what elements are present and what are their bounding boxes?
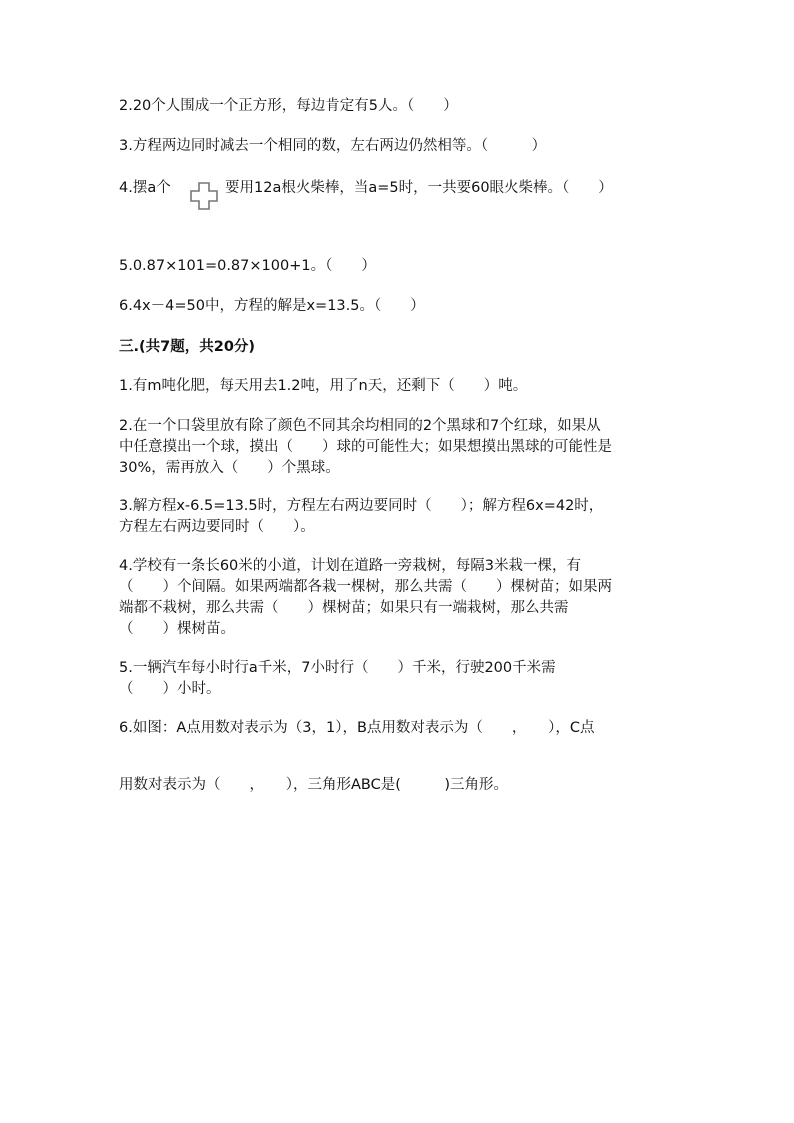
- judgment-item-4-part1: 4.摆a个: [119, 180, 171, 196]
- fill-item-3-line-2: 方程左右两边要同时（ ）。: [119, 519, 315, 535]
- judgment-item-6: 6.4x－4=50中，方程的解是x=13.5。（ ）: [119, 298, 425, 314]
- fill-item-4-line-1: 4.学校有一条长60米的小道，计划在道路一旁栽树，每隔3米栽一棵，有: [119, 558, 582, 574]
- fill-item-4-line-4: （ ）棵树苗。: [119, 621, 235, 637]
- judgment-item-2: 2.20个人围成一个正方形，每边肯定有5人。（ ）: [119, 98, 458, 114]
- cross-matchstick-icon: [189, 181, 219, 211]
- fill-item-3-line-1: 3.解方程x-6.5=13.5时，方程左右两边要同时（ ）；解方程6x=42时，: [119, 498, 604, 514]
- fill-item-5-line-2: （ ）小时。: [119, 681, 221, 697]
- fill-item-5-line-1: 5.一辆汽车每小时行a千米，7小时行（ ）千米，行驶200千米需: [119, 660, 556, 676]
- fill-item-4-line-3: 端都不栽树，那么共需（ ）棵树苗；如果只有一端栽树，那么共需: [119, 600, 569, 616]
- fill-item-6-line-2: 用数对表示为（ ， ），三角形ABC是( )三角形。: [119, 777, 509, 793]
- judgment-item-3: 3.方程两边同时减去一个相同的数，左右两边仍然相等。（ ）: [119, 138, 547, 154]
- fill-item-2-line-2: 中任意摸出一个球，摸出（ ）球的可能性大；如果想摸出黑球的可能性是: [119, 439, 612, 455]
- fill-item-4-line-2: （ ）个间隔。如果两端都各栽一棵树，那么共需（ ）棵树苗；如果两: [119, 579, 612, 595]
- fill-item-1: 1.有m吨化肥，每天用去1.2吨，用了n天，还剩下（ ）吨。: [119, 378, 528, 394]
- fill-item-6-line-1: 6.如图：A点用数对表示为（3，1），B点用数对表示为（ ， ），C点: [119, 720, 595, 736]
- fill-item-2-line-1: 2.在一个口袋里放有除了颜色不同其余均相同的2个黑球和7个红球，如果从: [119, 418, 601, 434]
- section-3-title: 三.(共7题，共20分): [119, 339, 256, 355]
- fill-item-2-line-3: 30%，需再放入（ ）个黑球。: [119, 460, 340, 476]
- judgment-item-4-part2: 要用12a根火柴棒，当a=5时，一共要60眼火柴棒。（ ）: [225, 180, 613, 196]
- judgment-item-5: 5.0.87×101=0.87×100+1。（ ）: [119, 258, 376, 274]
